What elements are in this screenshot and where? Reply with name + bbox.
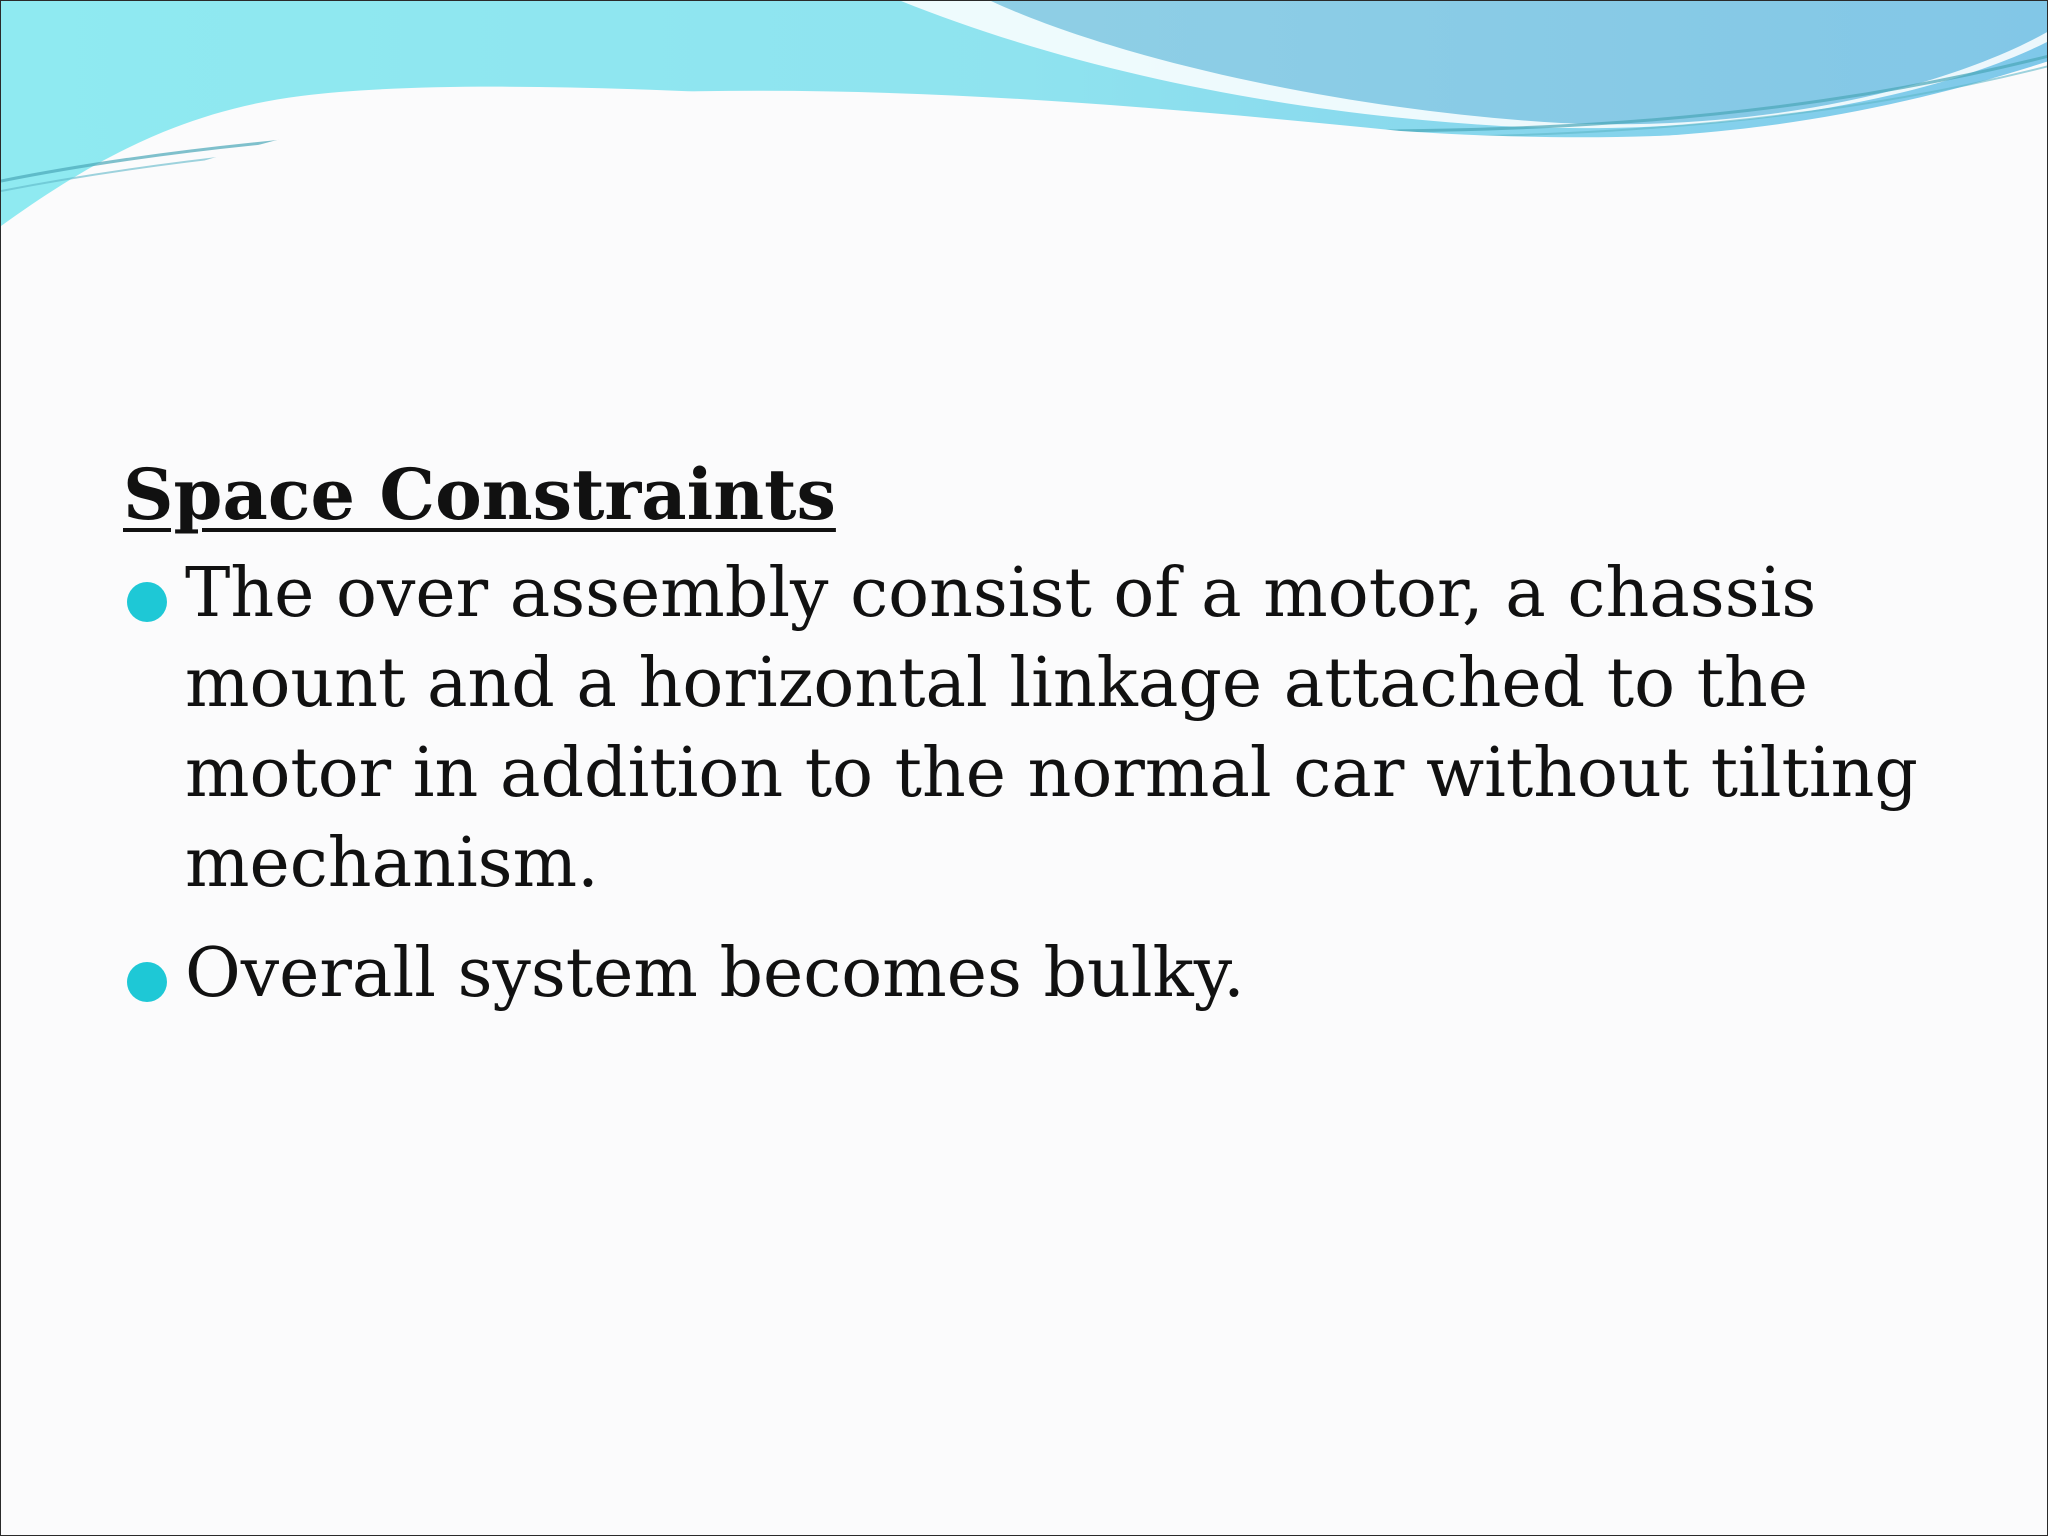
bullet-dot-icon — [127, 582, 167, 622]
header-wave-decoration — [1, 1, 2048, 241]
list-item — [123, 929, 1963, 1019]
bullet-text: Overall system becomes bulky. — [185, 934, 1245, 1013]
slide-title: Space Constraints — [123, 453, 836, 536]
slide-content — [123, 453, 1963, 1039]
bullet-dot-icon — [127, 962, 167, 1002]
bullet-text: The over assembly consist of a motor, a chassis mount and a horizontal linkage attached to the motor in addition to the normal car without tilting mechanism. — [185, 554, 1918, 903]
bullet-list — [123, 549, 1963, 1019]
list-item — [123, 549, 1963, 909]
